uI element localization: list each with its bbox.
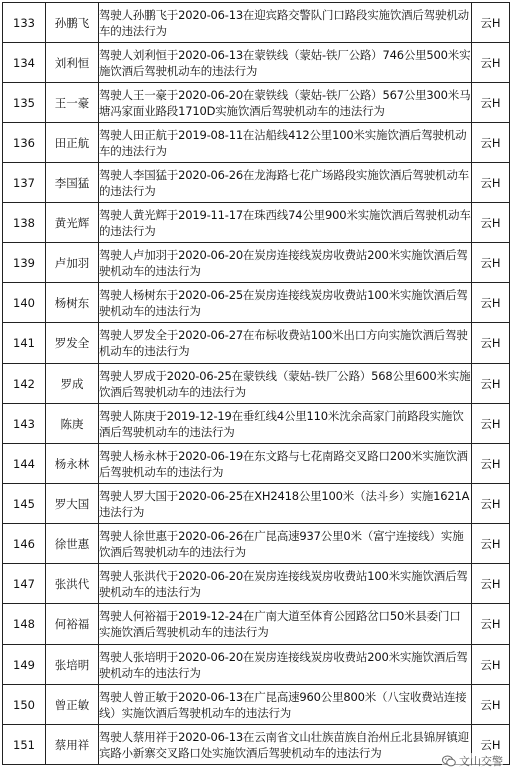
plate-region: 云H (472, 524, 510, 564)
violation-description: 驾驶人张培明于2020-06-20在炭房连接线炭房收费站200米实施饮酒后驾驶机动车的违法行为 (99, 645, 472, 685)
violation-description: 驾驶人何裕福于2019-12-24在广南大道至体育公园路岔口50米县委门口实施饮酒后驾驶机动车的违法行为 (99, 604, 472, 645)
table-row (3, 43, 510, 83)
table-row (3, 404, 510, 444)
table-row (3, 203, 510, 243)
table-row (3, 524, 510, 564)
plate-region: 云H (472, 163, 510, 203)
row-number: 142 (3, 364, 46, 404)
plate-region: 云H (472, 604, 510, 645)
table-row (3, 484, 510, 524)
row-number: 143 (3, 404, 46, 444)
row-number: 146 (3, 524, 46, 564)
violation-description: 驾驶人徐世惠于2020-06-26在广昆高速937公里0米（富宁连接线）实施饮酒后驾驶机动车的违法行为 (99, 524, 472, 564)
row-number: 144 (3, 444, 46, 484)
violation-description: 驾驶人陈庚于2019-12-19在垂红线4公里110米沈余高家门前路段实施饮酒后驾驶机动车的违法行为 (99, 404, 472, 444)
row-number: 149 (3, 645, 46, 685)
row-number: 150 (3, 685, 46, 725)
plate-region: 云H (472, 243, 510, 283)
plate-region: 云H (472, 323, 510, 364)
table-row (3, 604, 510, 645)
plate-region: 云H (472, 203, 510, 243)
violation-description: 驾驶人张洪代于2020-06-20在炭房连接线炭房收费站100米实施饮酒后驾驶机动车的违法行为 (99, 564, 472, 604)
violation-description: 驾驶人曾正敏于2020-06-13在广昆高速960公里800米（八宝收费站连接线）实施饮酒后驾驶机动车的违法行为 (99, 685, 472, 725)
violation-description: 驾驶人田正航于2019-08-11在沾船线412公里100米实施饮酒后驾驶机动车的违法行为 (99, 123, 472, 163)
violation-description: 驾驶人杨树东于2020-06-25在炭房连接线炭房收费站100米实施饮酒后驾驶机动车的违法行为 (99, 283, 472, 323)
plate-region: 云H (472, 364, 510, 404)
row-number: 133 (3, 3, 46, 43)
row-number: 134 (3, 43, 46, 83)
violation-description: 驾驶人刘利恒于2020-06-13在蒙铁线（蒙姑-铁厂公路）746公里500米实施饮酒后驾驶机动车的违法行为 (99, 43, 472, 83)
plate-region: 云H (472, 484, 510, 524)
violation-table (2, 2, 510, 765)
driver-name: 孙鹏飞 (46, 3, 99, 43)
driver-name: 黄光辉 (46, 203, 99, 243)
table-row (3, 323, 510, 364)
plate-region: 云H (472, 685, 510, 725)
table-row (3, 645, 510, 685)
table-row (3, 725, 510, 765)
table-row (3, 444, 510, 484)
violation-description: 驾驶人蔡用祥于2020-06-13在云南省文山壮族苗族自治州丘北县锦屏镇迎宾路小新寨交叉路口处实施饮酒后驾驶机动车的违法行为 (99, 725, 472, 765)
driver-name: 罗大国 (46, 484, 99, 524)
driver-name: 田正航 (46, 123, 99, 163)
row-number: 135 (3, 83, 46, 123)
violation-description: 驾驶人罗成于2020-06-25在蒙铁线（蒙姑-铁厂公路）568公里600米实施饮酒后驾驶机动车的违法行为 (99, 364, 472, 404)
table-row (3, 243, 510, 283)
table-row (3, 3, 510, 43)
violation-description: 驾驶人王一豪于2020-06-20在蒙铁线（蒙姑-铁厂公路）567公里300米马塘冯家面业路段1710D实施饮酒后驾驶机动车的违法行为 (99, 83, 472, 123)
row-number: 151 (3, 725, 46, 765)
driver-name: 曾正敏 (46, 685, 99, 725)
row-number: 138 (3, 203, 46, 243)
driver-name: 张培明 (46, 645, 99, 685)
violation-table-body (3, 3, 510, 765)
driver-name: 何裕福 (46, 604, 99, 645)
driver-name: 罗发全 (46, 323, 99, 364)
driver-name: 杨树东 (46, 283, 99, 323)
violation-description: 驾驶人卢加羽于2020-06-20在炭房连接线炭房收费站200米实施饮酒后驾驶机动车的违法行为 (99, 243, 472, 283)
plate-region: 云H (472, 3, 510, 43)
driver-name: 李国猛 (46, 163, 99, 203)
violation-description: 驾驶人孙鹏飞于2020-06-13在迎宾路交警队门口路段实施饮酒后驾驶机动车的违法行为 (99, 3, 472, 43)
plate-region: 云H (472, 725, 510, 765)
row-number: 139 (3, 243, 46, 283)
table-row (3, 564, 510, 604)
watermark-text: 文山交警 (459, 755, 503, 768)
table-row (3, 685, 510, 725)
violation-description: 驾驶人罗大国于2020-06-25在XH2418公里100米（法斗乡）实施1621A违法行为 (99, 484, 472, 524)
row-number: 148 (3, 604, 46, 645)
driver-name: 张洪代 (46, 564, 99, 604)
row-number: 136 (3, 123, 46, 163)
plate-region: 云H (472, 83, 510, 123)
row-number: 141 (3, 323, 46, 364)
driver-name: 罗成 (46, 364, 99, 404)
plate-region: 云H (472, 43, 510, 83)
wechat-icon (442, 755, 456, 767)
plate-region: 云H (472, 404, 510, 444)
row-number: 145 (3, 484, 46, 524)
driver-name: 杨永林 (46, 444, 99, 484)
watermark (442, 753, 503, 769)
driver-name: 王一豪 (46, 83, 99, 123)
driver-name: 徐世惠 (46, 524, 99, 564)
plate-region: 云H (472, 564, 510, 604)
driver-name: 刘利恒 (46, 43, 99, 83)
table-row (3, 364, 510, 404)
row-number: 147 (3, 564, 46, 604)
table-row (3, 163, 510, 203)
row-number: 140 (3, 283, 46, 323)
violation-description: 驾驶人杨永林于2020-06-19在东文路与七花南路交叉路口200米实施饮酒后驾驶机动车的违法行为 (99, 444, 472, 484)
table-row (3, 123, 510, 163)
violation-description: 驾驶人李国猛于2020-06-26在龙海路七花广场路段实施饮酒后驾驶机动车的违法行为 (99, 163, 472, 203)
violation-description: 驾驶人罗发全于2020-06-27在布标收费站100米出口方向实施饮酒后驾驶机动车的违法行为 (99, 323, 472, 364)
plate-region: 云H (472, 645, 510, 685)
driver-name: 蔡用祥 (46, 725, 99, 765)
violation-description: 驾驶人黄光辉于2019-11-17在珠西线74公里900米实施饮酒后驾驶机动车的违法行为 (99, 203, 472, 243)
table-row (3, 283, 510, 323)
plate-region: 云H (472, 283, 510, 323)
row-number: 137 (3, 163, 46, 203)
driver-name: 陈庚 (46, 404, 99, 444)
plate-region: 云H (472, 123, 510, 163)
driver-name: 卢加羽 (46, 243, 99, 283)
plate-region: 云H (472, 444, 510, 484)
table-row (3, 83, 510, 123)
